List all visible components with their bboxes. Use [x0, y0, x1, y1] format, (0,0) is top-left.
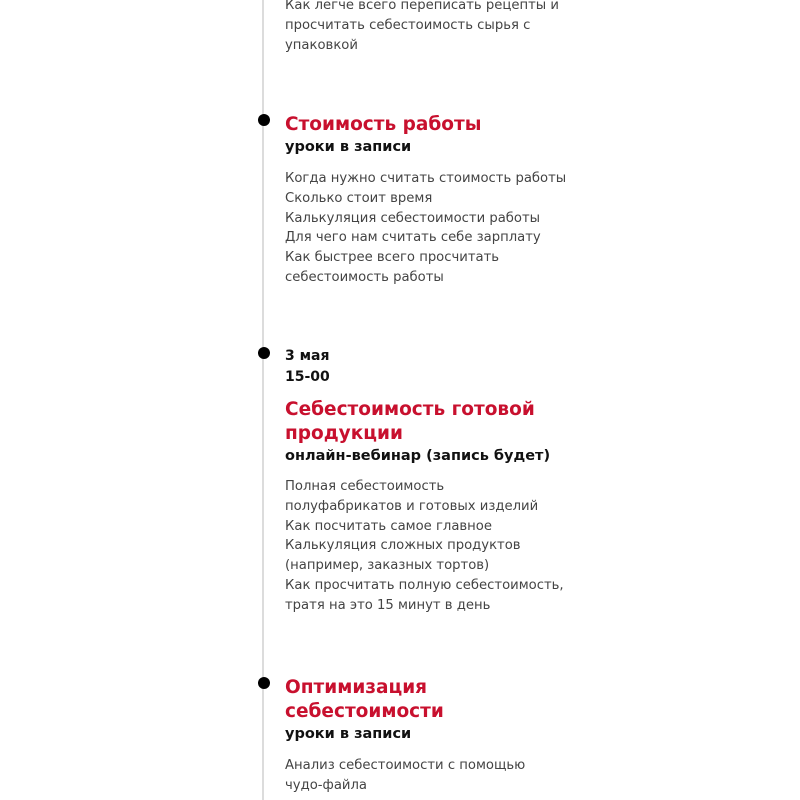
body-line: Калькуляция себестоимости работы	[285, 210, 541, 226]
body-line: Для чего нам считать себе зарплату	[285, 230, 541, 246]
section-subtitle: уроки в записи	[285, 139, 412, 155]
body-line: Сколько стоит время	[285, 190, 433, 206]
section-work-cost	[285, 113, 605, 288]
body-line: Когда нужно считать стоимость работы	[285, 171, 567, 186]
body-line: Калькуляция сложных продуктов	[285, 538, 521, 554]
event-date: 3 мая	[285, 348, 330, 364]
body-line: чудо-файла	[285, 777, 367, 793]
section-title: продукции	[285, 423, 403, 444]
body-line: Как легче всего переписать рецепты и	[285, 0, 559, 13]
body-line: себестоимость работы	[285, 269, 444, 285]
section-title: себестоимости	[285, 701, 444, 722]
event-time: 15-00	[285, 369, 330, 385]
timeline-dot	[258, 677, 270, 689]
section-subtitle: уроки в записи	[285, 726, 412, 742]
body-line: Анализ себестоимости с помощью	[285, 758, 526, 773]
timeline-dot	[258, 347, 270, 359]
section-subtitle: онлайн-вебинар (запись будет)	[285, 448, 551, 464]
body-line: Как просчитать полную себестоимость,	[285, 577, 564, 593]
section-title: Стоимость работы	[285, 114, 482, 135]
section-cost-optimization	[285, 676, 605, 796]
body-line: тратя на это 15 минут в день	[285, 597, 491, 613]
body-line: полуфабрикатов и готовых изделий	[285, 498, 539, 514]
intro-text	[285, 0, 605, 55]
body-line: Полная себестоимость	[285, 479, 445, 494]
section-title: Оптимизация	[285, 677, 428, 698]
body-line: просчитать себестоимость сырья с	[285, 17, 531, 33]
body-line: (например, заказных тортов)	[285, 558, 490, 574]
body-line: Как быстрее всего просчитать	[285, 250, 500, 266]
body-line: Как посчитать самое главное	[285, 518, 492, 534]
body-line: упаковкой	[285, 37, 358, 53]
timeline-dot	[258, 114, 270, 126]
section-title: Себестоимость готовой	[285, 399, 535, 420]
section-product-cost	[285, 346, 605, 616]
